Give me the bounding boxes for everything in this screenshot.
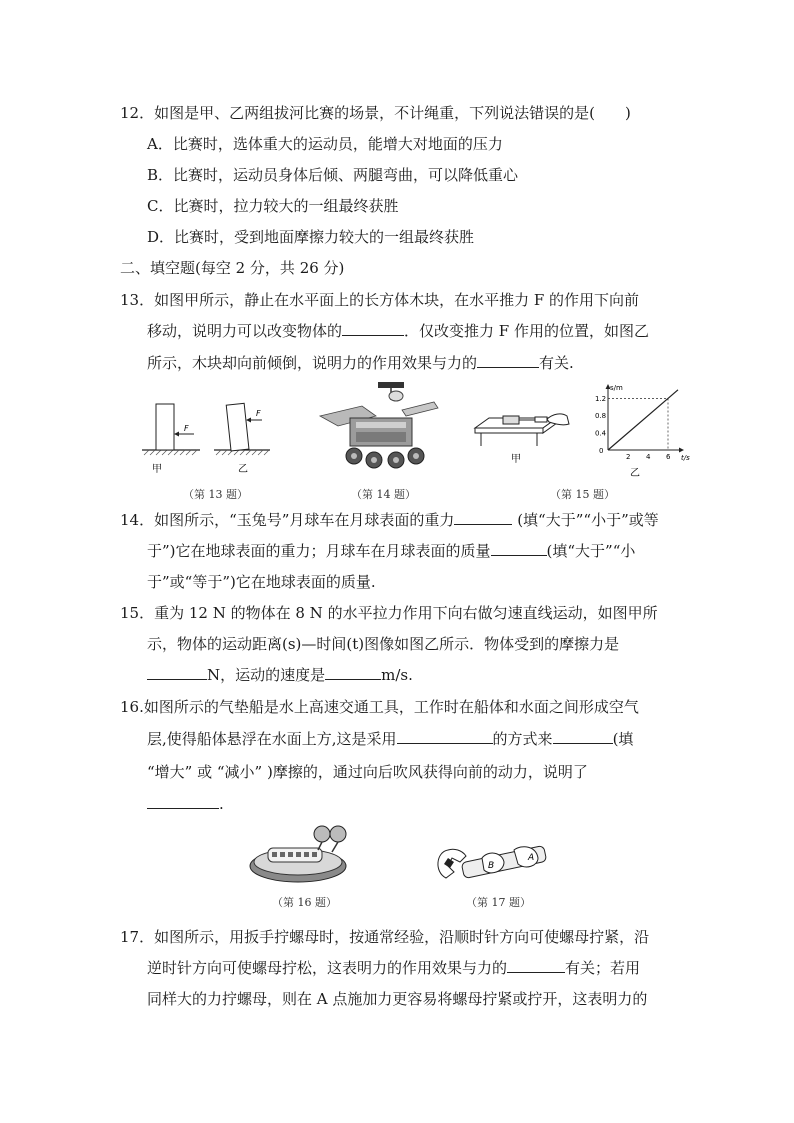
q17-line2 [147, 958, 640, 978]
q15-line3-b: m/s. [381, 666, 413, 684]
caption-14: （第 14 题） [351, 488, 416, 501]
q14-line1 [120, 510, 659, 530]
fig13-label-jia: 甲 [152, 464, 162, 475]
q13-blank-1[interactable] [342, 321, 404, 336]
q14-line2 [147, 541, 635, 561]
figure-15-jia [473, 402, 573, 470]
q16-line2-c: (填 [612, 730, 634, 748]
rover-wheels [346, 448, 424, 468]
q14-line2-a: 于”)它在地球表面的重力；月球车在月球表面的质量 [147, 542, 491, 560]
q14-line1-b: (填“大于”“小于”或等 [512, 511, 659, 529]
q17-blank-1[interactable] [507, 958, 565, 973]
q16-line2-b: 的方式来 [492, 730, 553, 748]
caption-13: （第 13 题） [183, 488, 248, 501]
fig15-label-jia: 甲 [511, 454, 521, 465]
figure-13 [142, 398, 272, 476]
y-tick-label: 0.8 [595, 412, 607, 421]
q16-line2-a: 层,使得船体悬浮在水面上方,这是采用 [147, 730, 397, 748]
q12-option-c: C．比赛时，拉力较大的一组最终获胜 [147, 197, 399, 215]
caption-15: （第 15 题） [550, 488, 615, 501]
x-tick-label: 2 [626, 453, 631, 461]
x-axis-label: t/s [681, 454, 690, 462]
x-tick-label: 4 [646, 453, 651, 461]
q13-line2-b: ．仅改变推力 F 作用的位置，如图乙 [404, 322, 649, 340]
figure-15-chart [594, 382, 694, 480]
fig13-force-label-jia: F [184, 424, 189, 433]
figure-13-jia [142, 404, 200, 475]
q15-line2: 示，物体的运动距离(s)—时间(t)图像如图乙所示．物体受到的摩擦力是 [147, 635, 620, 653]
wrench-label-b: B [488, 861, 495, 871]
q16-line4 [147, 794, 224, 814]
series-line [608, 390, 678, 450]
q13-line2-a: 移动，说明力可以改变物体的 [147, 322, 343, 340]
q13-line2 [147, 321, 649, 341]
figure-16-hovercraft [246, 822, 356, 888]
q13-line3-b: 有关. [539, 354, 574, 372]
q15-line3 [147, 665, 413, 685]
q13-line1: 13．如图甲所示，静止在水平面上的长方体木块，在水平推力 F 的作用下向前 [120, 291, 640, 309]
x-tick-label: 6 [666, 453, 671, 461]
q14-blank-2[interactable] [491, 541, 547, 556]
q17-line2-b: 有关；若用 [565, 959, 641, 977]
q17-line2-a: 逆时针方向可使螺母拧松，这表明力的作用效果与力的 [147, 959, 508, 977]
q15-line3-a: N，运动的速度是 [207, 666, 326, 684]
q12-stem: 12．如图是甲、乙两组拔河比赛的场景，不计绳重，下列说法错误的是( ) [120, 104, 631, 122]
q16-line1: 16.如图所示的气垫船是水上高速交通工具，工作时在船体和水面之间形成空气 [120, 698, 639, 716]
q14-line3: 于”或“等于”)它在地球表面的质量. [147, 573, 376, 591]
q16-blank-1[interactable] [397, 729, 493, 744]
q15-blank-2[interactable] [325, 665, 381, 680]
y-tick-label: 1.2 [595, 394, 607, 403]
figure-14-lunar-rover [316, 380, 440, 476]
y-axis-label: s/m [610, 384, 623, 392]
q14-line2-b: (填“大于”“小 [546, 542, 636, 560]
fig13-force-label-yi: F [256, 409, 261, 418]
fan-icon [330, 826, 346, 842]
q13-blank-2[interactable] [477, 353, 539, 368]
chart-root [595, 384, 690, 462]
figure-13-yi [214, 403, 270, 475]
caption-16: （第 16 题） [272, 896, 337, 909]
q17-line1: 17．如图所示，用扳手拧螺母时，按通常经验，沿顺时针方向可使螺母拧紧，沿 [120, 928, 650, 946]
fig15-label-yi: 乙 [630, 468, 640, 479]
q15-blank-1[interactable] [147, 665, 207, 680]
section-heading: 二、填空题(每空 2 分，共 26 分) [120, 259, 345, 277]
q16-blank-2[interactable] [553, 729, 613, 744]
q13-line3 [147, 353, 574, 373]
q12-option-b: B．比赛时，运动员身体后倾、两腿弯曲，可以降低重心 [147, 166, 519, 184]
x-tick-label: 0 [599, 447, 604, 455]
x-axis-arrow [679, 448, 684, 453]
q13-line3-a: 所示，木块却向前倾倒，说明力的作用效果与力的 [147, 354, 478, 372]
q15-line1: 15．重为 12 N 的物体在 8 N 的水平拉力作用下向右做匀速直线运动，如图甲所 [120, 604, 658, 622]
rover-solar-panel-icon [378, 382, 404, 388]
q16-line2 [147, 729, 633, 749]
q12-option-a: A．比赛时，选体重大的运动员，能增大对地面的压力 [147, 135, 503, 153]
q14-blank-1[interactable] [454, 510, 512, 525]
fig13-label-yi: 乙 [238, 464, 248, 475]
q16-line4-end: . [219, 795, 224, 813]
caption-17: （第 17 题） [466, 896, 531, 909]
q16-line3: “增大” 或 “减小” )摩擦的，通过向后吹风获得向前的动力，说明了 [147, 763, 588, 781]
wrench-label-a: A [528, 853, 535, 863]
q16-blank-3[interactable] [147, 794, 219, 809]
q12-option-d: D．比赛时，受到地面摩擦力较大的一组最终获胜 [147, 228, 475, 246]
q14-line1-a: 14．如图所示，“玉兔号”月球车在月球表面的重力 [120, 511, 455, 529]
q17-line3: 同样大的力拧螺母，则在 A 点施加力更容易将螺母拧紧或拧开，这表明力的 [147, 990, 648, 1008]
figure-17-wrench [432, 836, 562, 892]
y-tick-label: 0.4 [595, 429, 607, 438]
fan-icon [314, 826, 330, 842]
